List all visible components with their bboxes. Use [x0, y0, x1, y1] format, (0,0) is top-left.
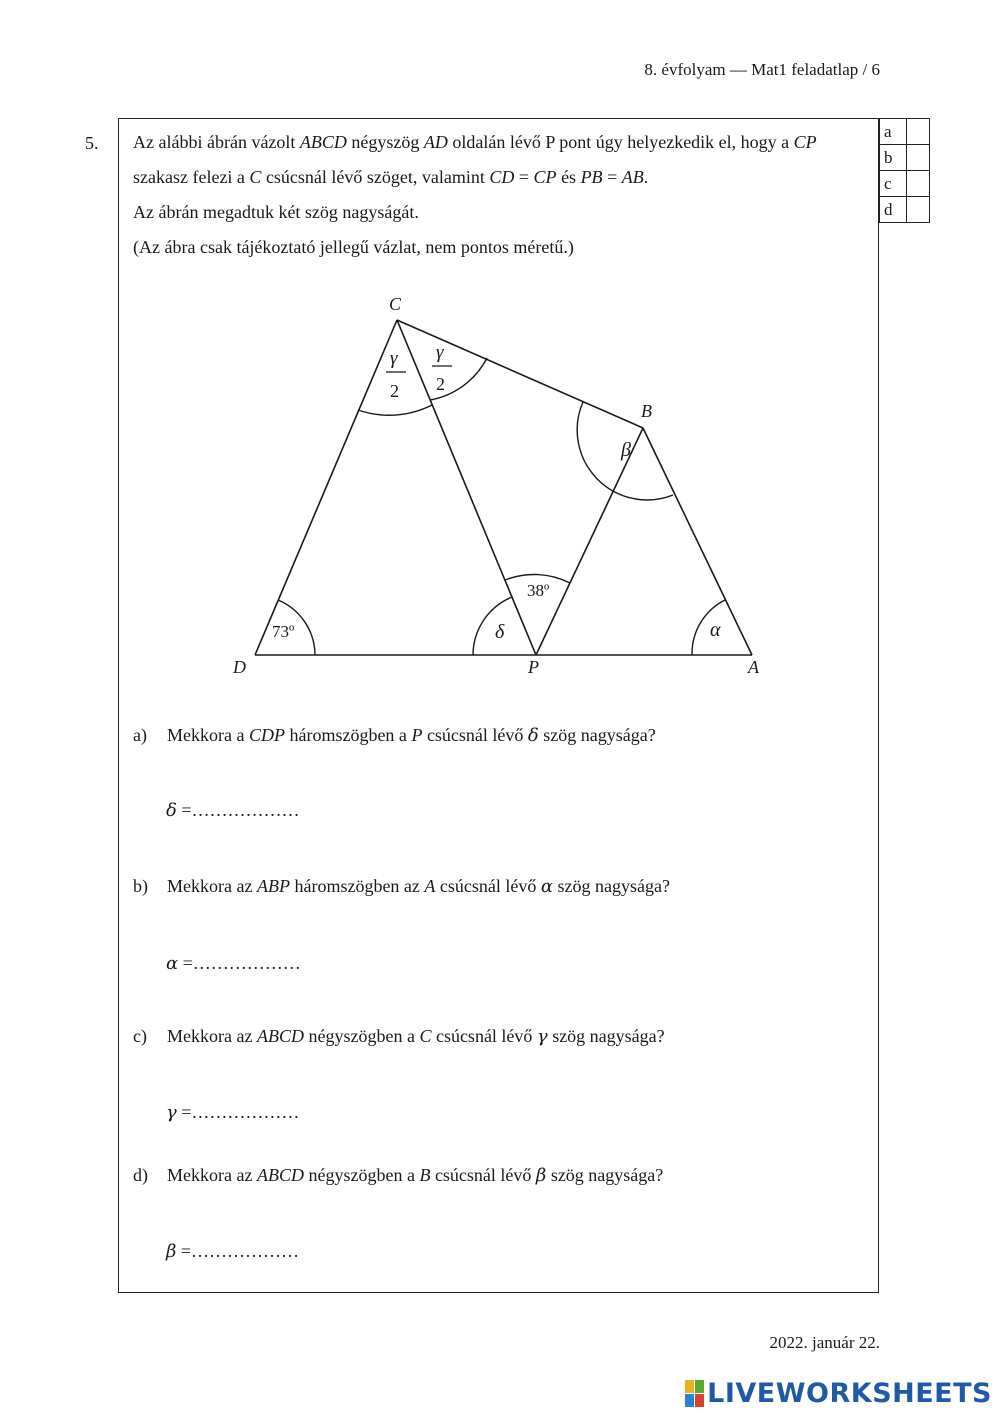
- angle-arc-delta: [473, 597, 512, 655]
- alpha-symbol: α: [540, 876, 554, 897]
- vertex-label-d: D: [233, 657, 246, 677]
- grade-label: d: [880, 197, 907, 223]
- delta-symbol: δ: [527, 725, 539, 746]
- answer-d[interactable]: β =………………: [166, 1241, 300, 1262]
- vertex-label-b: B: [641, 401, 652, 421]
- intro-line-3: Az ábrán megadtuk két szög nagyságát.: [133, 202, 419, 222]
- answer-b[interactable]: α =………………: [166, 953, 301, 974]
- gamma-symbol-right: γ: [436, 342, 444, 363]
- vertex-label-a: A: [748, 657, 759, 677]
- quadrilateral-figure: [0, 0, 1000, 700]
- task-number: 5.: [85, 133, 99, 153]
- side-cb: [397, 320, 643, 428]
- grade-label: b: [880, 145, 907, 171]
- side-ba: [643, 428, 752, 655]
- gamma-symbol: γ: [536, 1026, 548, 1047]
- vertex-label-c: C: [389, 294, 402, 314]
- vertex-label-p: P: [528, 657, 539, 677]
- fraction-two-left: 2: [390, 381, 399, 401]
- angle-arc-gamma-left: [358, 405, 432, 415]
- beta-symbol: β: [621, 439, 631, 461]
- intro-line-1: Az alábbi ábrán vázolt ABCD négyszög AD oldalán lévő P pont úgy helyezkedik el, hogy a CP: [133, 132, 817, 152]
- question-a: a) Mekkora a CDP háromszögben a P csúcsnál lévő δ szög nagysága?: [133, 725, 656, 746]
- question-b: b) Mekkora az ABP háromszögben az A csúcsnál lévő α szög nagysága?: [133, 876, 671, 897]
- intro-line-4: (Az ábra csak tájékoztató jellegű vázlat, nem pontos méretű.): [133, 237, 574, 257]
- answer-c[interactable]: γ =………………: [166, 1102, 300, 1123]
- fraction-two-right: 2: [436, 374, 445, 394]
- grade-label: a: [880, 119, 907, 145]
- question-d: d) Mekkora az ABCD négyszögben a B csúcsnál lévő β szög nagysága?: [133, 1165, 664, 1186]
- page-header: 8. évfolyam — Mat1 feladatlap / 6: [644, 60, 880, 79]
- liveworksheets-logo[interactable]: [685, 1378, 992, 1409]
- side-dc: [255, 320, 397, 655]
- answer-a[interactable]: δ =………………: [166, 800, 300, 821]
- segment-cp: [397, 320, 536, 655]
- beta-symbol: β: [535, 1165, 547, 1186]
- grade-label: c: [880, 171, 907, 197]
- alpha-symbol: α: [710, 619, 721, 641]
- liveworksheets-logo-icon: [685, 1380, 704, 1407]
- gamma-symbol-left: γ: [390, 348, 398, 369]
- angle-value-p: 38º: [527, 581, 550, 600]
- question-c: c) Mekkora az ABCD négyszögben a C csúcsnál lévő γ szög nagysága?: [133, 1026, 665, 1047]
- intro-line-2: szakasz felezi a C csúcsnál lévő szöget, valamint CD = CP és PB = AB.: [133, 167, 649, 187]
- segment-pb: [536, 428, 643, 655]
- footer-date: 2022. január 22.: [769, 1333, 880, 1352]
- brand-name: LIVEWORKSHEETS: [707, 1378, 992, 1409]
- angle-value-d: 73º: [272, 622, 295, 641]
- delta-symbol: δ: [495, 621, 505, 643]
